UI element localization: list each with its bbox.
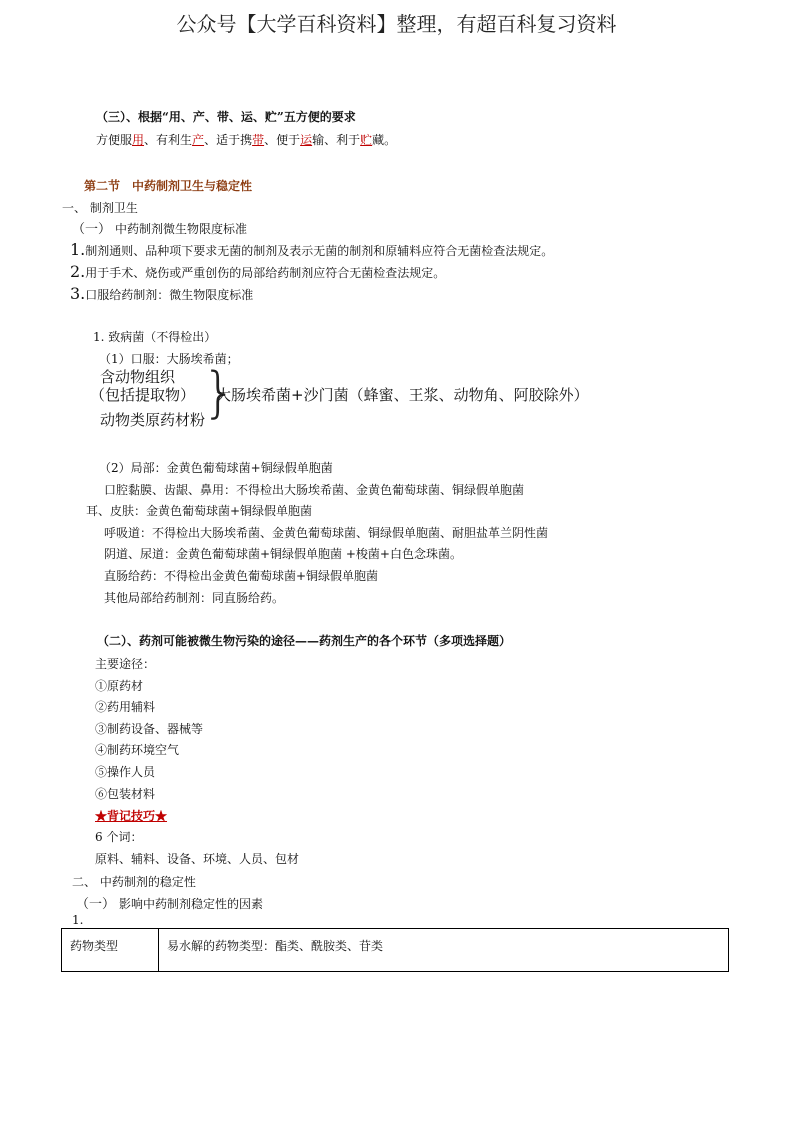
table-row [62,929,729,972]
local-line: （2）局部：金黄色葡萄球菌+铜绿假单胞菌 [99,461,333,475]
route-item: ①原药材 [95,679,144,693]
local-line: 呼吸道：不得检出大肠埃希菌、金黄色葡萄球菌、铜绿假单胞菌、耐胆盐革兰阴性菌 [104,526,549,540]
route-item: ②药用辅料 [95,700,156,714]
six-words-list: 原料、辅料、设备、环境、人员、包材 [95,852,300,866]
section-2-title: 第二节 中药制剂卫生与稳定性 [84,179,253,193]
six-words-label: 6 个词： [95,830,143,844]
route-item: ④制药环境空气 [95,743,180,757]
local-line: 耳、皮肤：金黄色葡萄球菌+铜绿假单胞菌 [86,504,313,518]
item-number: 2. [70,262,86,281]
subheading-marker: （一） [76,897,116,912]
table-cell-label: 药物类型 [62,929,159,972]
numbered-item [70,240,553,259]
subheading-text: 中药制剂微生物限度标准 [115,222,248,236]
subheading-marker: （一） [72,222,112,237]
text-part: 、便于 [264,133,301,147]
route-item: ⑥包装材料 [95,787,156,801]
handwritten-animal-tissue: 含动物组织 [100,368,176,386]
heading-hygiene: 一、 制剂卫生 [62,201,138,215]
keyword-produce: 产 [192,133,205,147]
route-item: ⑤操作人员 [95,765,156,779]
keyword-carry: 带 [252,133,265,147]
page-header: 公众号【大学百科资料】整理，有超百科复习资料 [176,12,617,36]
subheading-1 [72,218,247,237]
text-part: 、适于携 [204,133,253,147]
convenience-line [96,131,396,148]
text-part: 、有利生 [144,133,193,147]
subheading-text: 影响中药制剂稳定性的因素 [119,897,264,911]
item-text: 制剂通则、品种项下要求无菌的制剂及表示无菌的制剂和原辅料应符合无菌检查法规定。 [85,244,554,258]
local-line: 其他局部给药制剂：同直肠给药。 [104,591,285,605]
number-one: 1. [72,913,84,927]
oral-title: （1）口服：大肠埃希菌； [99,352,239,366]
handwritten-animal-herb-powder: 动物类原药材粉 [100,411,206,429]
text-part: 输、利于 [312,133,361,147]
numbered-item [70,284,253,303]
handwritten-bacteria: 大肠埃希菌+沙门菌（蜂蜜、王浆、动物角、阿胶除外） [216,386,589,404]
section-2b-title: （二）、药剂可能被微生物污染的途径——药剂生产的各个环节（多项选择题） [97,634,512,648]
section-3-title: （三）、根据“用、产、带、运、贮”五方便的要求 [96,110,356,124]
item-text: 用于手术、烧伤或严重创伤的局部给药制剂应符合无菌检查法规定。 [85,266,446,280]
keyword-store: 贮 [360,133,373,147]
item-number: 1. [70,240,86,259]
pathogen-title: 1. 致病菌（不得检出） [93,330,217,344]
stability-table [61,928,729,972]
handwritten-including-extract: （包括提取物） [90,386,196,404]
local-line: 阴道、尿道：金黄色葡萄球菌+铜绿假单胞菌 +梭菌+白色念珠菌。 [104,547,462,561]
numbered-item [70,262,445,281]
item-text: 口服给药制剂：微生物限度标准 [85,288,254,302]
local-line: 直肠给药：不得检出金黄色葡萄球菌+铜绿假单胞菌 [104,569,379,583]
keyword-transport: 运 [300,133,313,147]
route-item: ③制药设备、器械等 [95,722,204,736]
table-cell-content: 易水解的药物类型：酯类、酰胺类、苷类 [159,929,729,972]
text-part: 方便服 [96,133,133,147]
subheading-2 [76,893,263,912]
item-number: 3. [70,284,86,303]
heading-stability: 二、 中药制剂的稳定性 [72,875,196,889]
routes-intro: 主要途径： [95,657,156,671]
keyword-use: 用 [132,133,145,147]
memory-tip: ★背记技巧★ [95,809,168,823]
right-brace: } [202,361,237,424]
text-part: 藏。 [372,133,397,147]
local-line: 口腔黏膜、齿龈、鼻用：不得检出大肠埃希菌、金黄色葡萄球菌、铜绿假单胞菌 [104,483,525,497]
